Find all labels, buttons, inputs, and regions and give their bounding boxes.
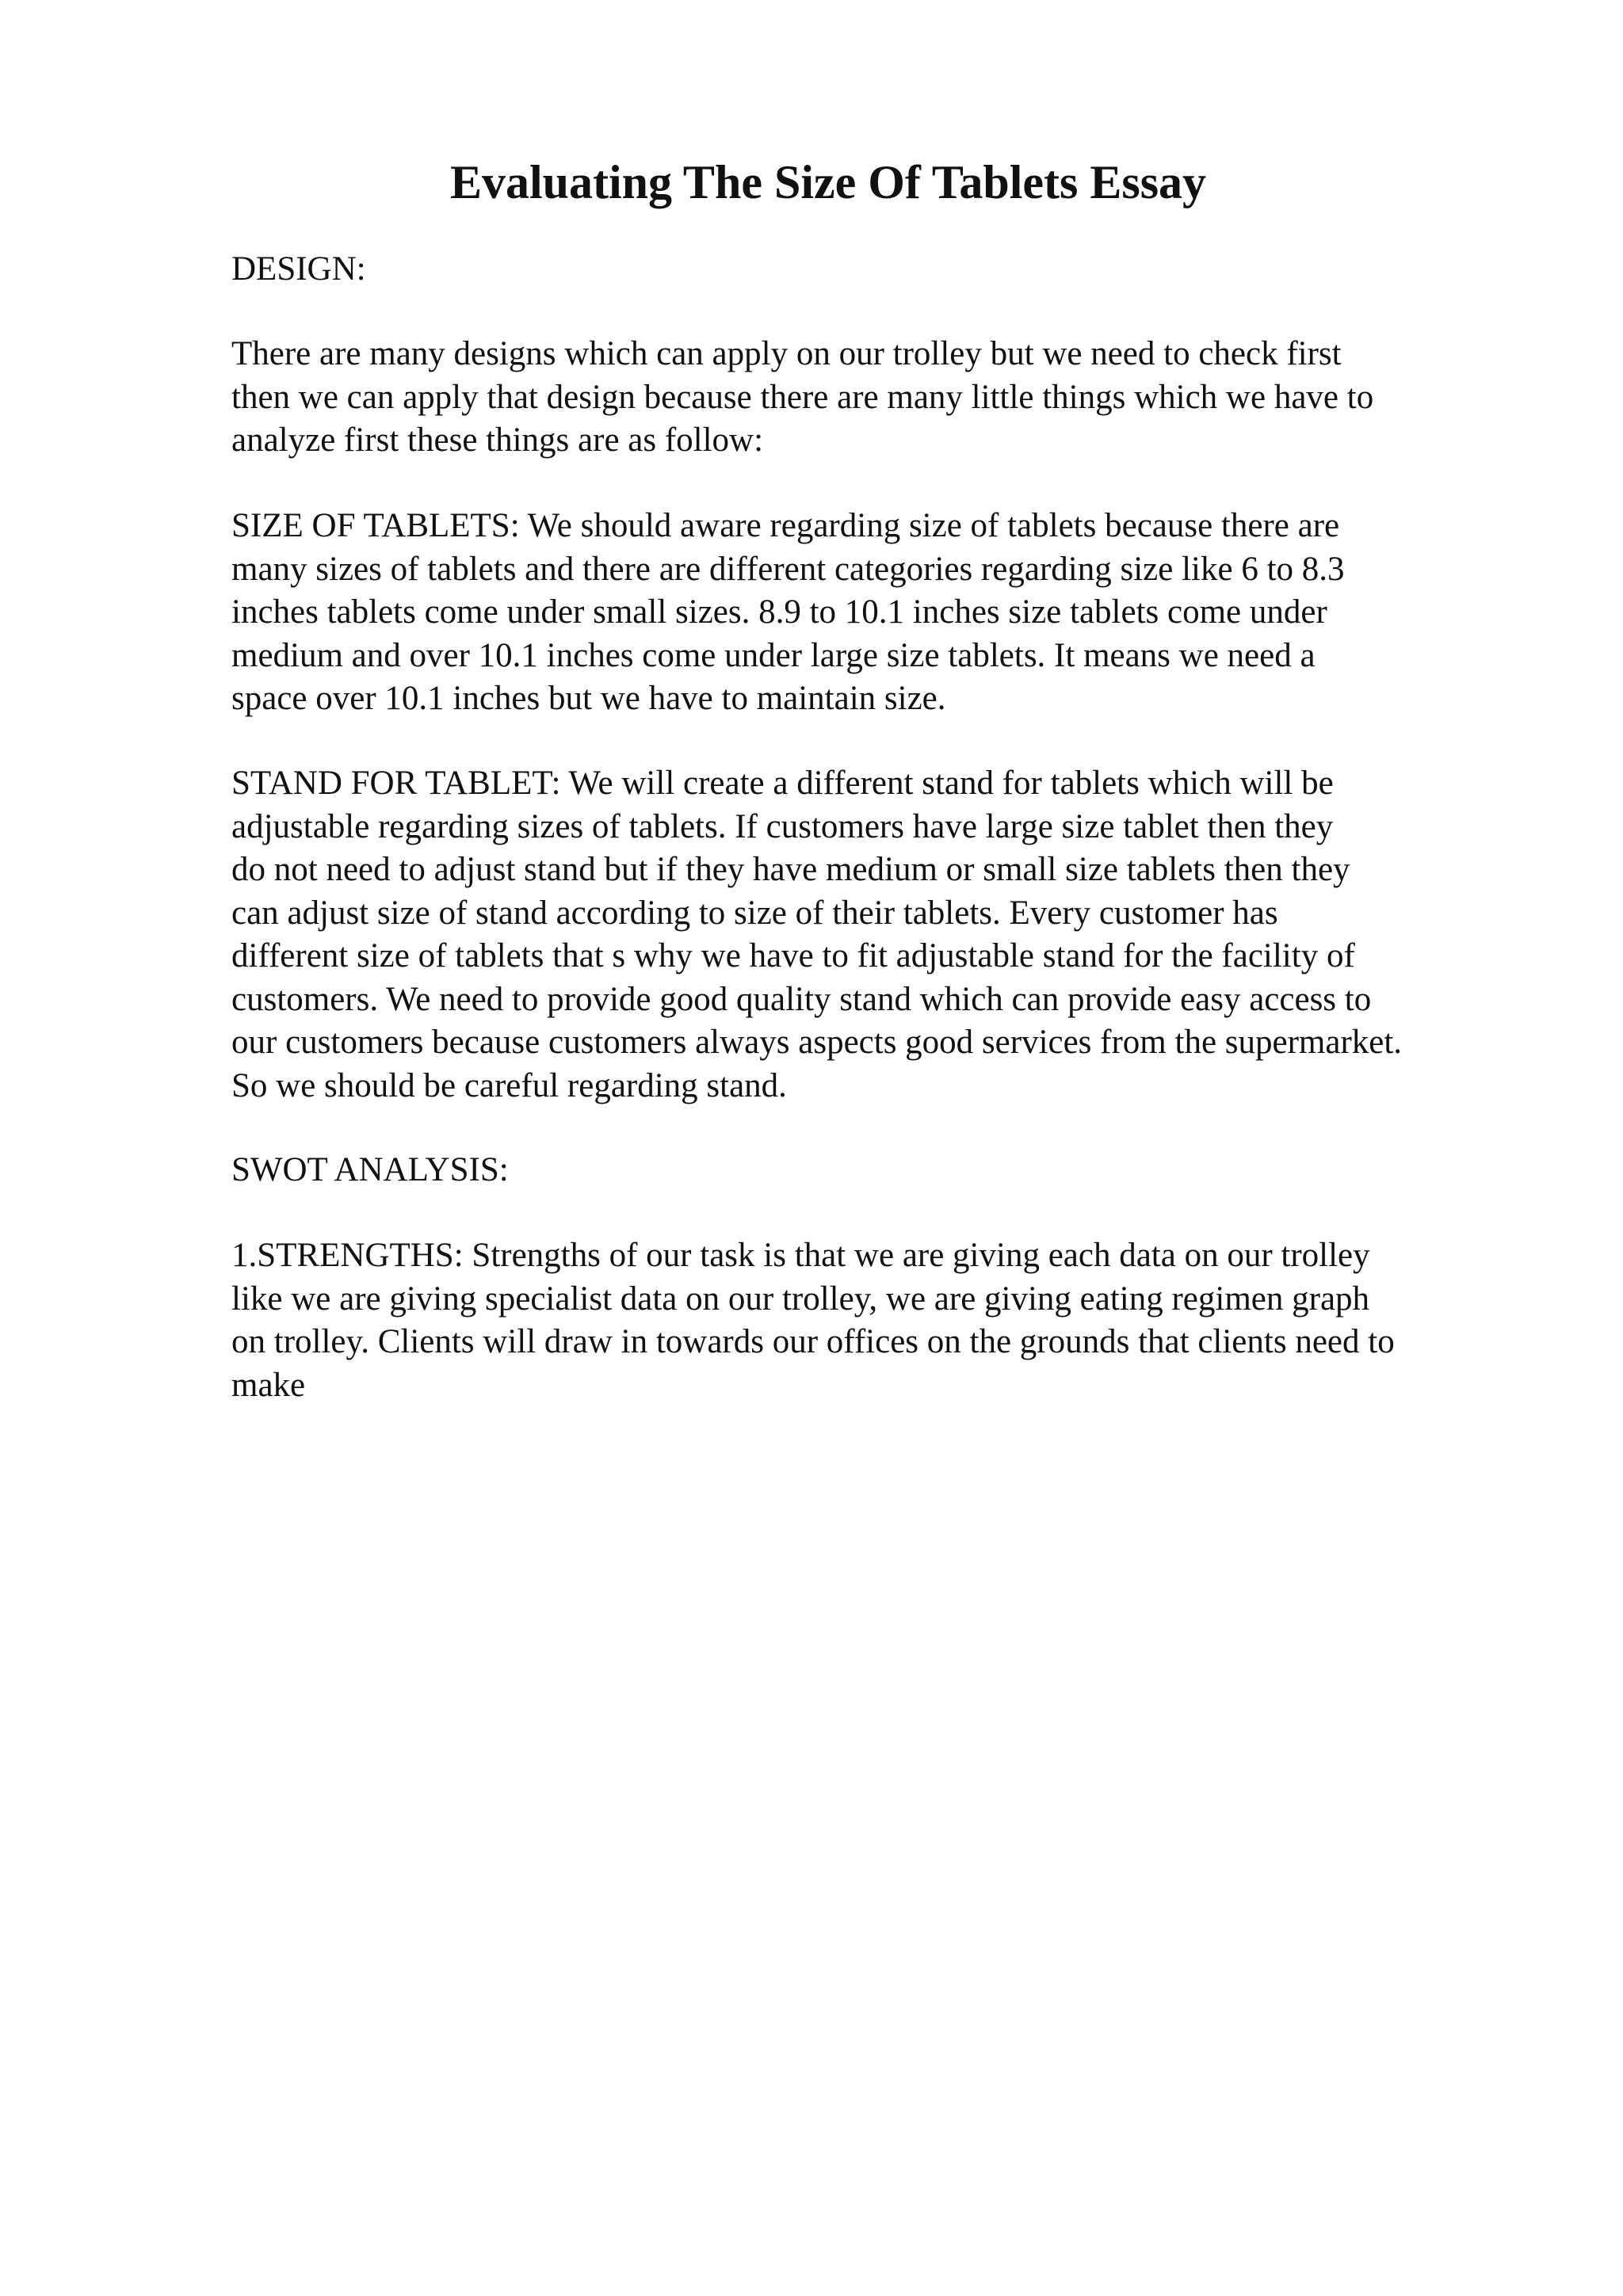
paragraph-line: STAND FOR TABLET: We will create a different stand for tablets which will be <box>231 765 1334 802</box>
paragraph-size-of-tablets <box>231 505 1594 721</box>
paragraph-line: different size of tablets that s why we have to fit adjustable stand for the facility of <box>231 937 1355 974</box>
design-heading <box>231 248 1594 292</box>
paragraph-line: then we can apply that design because there are many little things which we have to <box>231 378 1374 416</box>
swot-heading-text: SWOT ANALYSIS: <box>231 1151 509 1188</box>
paragraph-line: adjustable regarding sizes of tablets. If customers have large size tablet then they <box>231 807 1334 845</box>
paragraph-line: space over 10.1 inches but we have to maintain size. <box>231 680 946 717</box>
paragraph-strengths <box>231 1234 1594 1407</box>
paragraph-design <box>231 333 1594 463</box>
paragraph-line: 1.STRENGTHS: Strengths of our task is that we are giving each data on our trolley <box>231 1237 1370 1274</box>
paragraph-line: So we should be careful regarding stand. <box>231 1066 787 1104</box>
document-title: Evaluating The Size Of Tablets Essay <box>449 156 1207 208</box>
paragraph-line: on trolley. Clients will draw in towards our offices on the grounds that clients need to <box>231 1323 1395 1360</box>
paragraph-line: many sizes of tablets and there are different categories regarding size like 6 to 8.3 <box>231 550 1345 588</box>
swot-heading <box>231 1149 1594 1192</box>
paragraph-line: SIZE OF TABLETS: We should aware regarding size of tablets because there are <box>231 507 1340 544</box>
design-heading-text: DESIGN: <box>231 250 366 288</box>
paragraph-stand-for-tablet <box>231 762 1594 1108</box>
paragraph-line: customers. We need to provide good quality stand which can provide easy access to <box>231 980 1372 1018</box>
paragraph-line: inches tablets come under small sizes. 8.9 to 10.1 inches size tablets come under <box>231 593 1327 631</box>
paragraph-line: make <box>231 1366 306 1404</box>
paragraph-line: can adjust size of stand according to size of their tablets. Every customer has <box>231 894 1278 932</box>
paragraph-line: There are many designs which can apply on our trolley but we need to check first <box>231 335 1342 372</box>
paragraph-line: do not need to adjust stand but if they have medium or small size tablets then they <box>231 851 1350 888</box>
paragraph-line: like we are giving specialist data on our trolley, we are giving eating regimen graph <box>231 1280 1370 1318</box>
paragraph-line: our customers because customers always aspects good services from the supermarket. <box>231 1024 1403 1061</box>
paragraph-line: medium and over 10.1 inches come under large size tablets. It means we need a <box>231 636 1316 674</box>
paragraph-line: analyze first these things are as follow: <box>231 421 764 459</box>
